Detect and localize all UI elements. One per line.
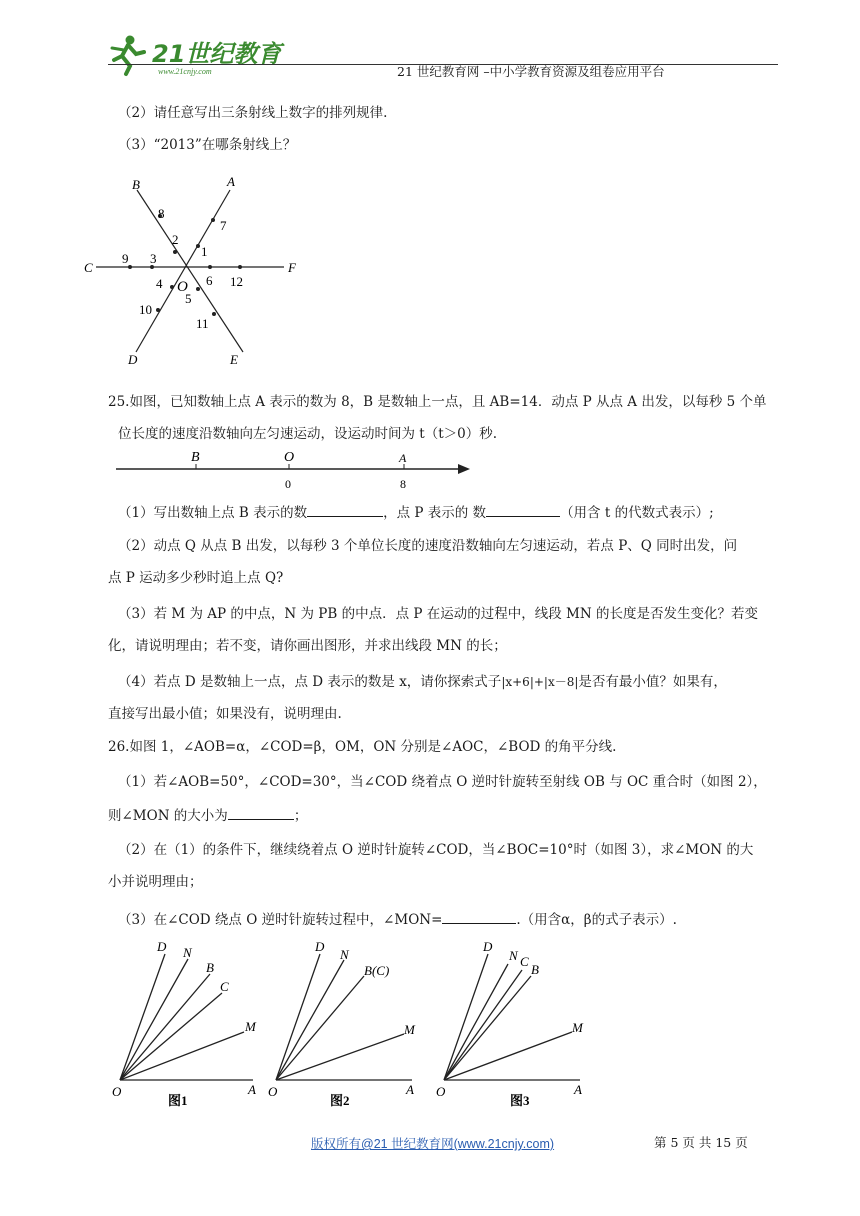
q25-part1	[118, 502, 714, 522]
footer-copyright-link[interactable]: 版权所有@21 世纪教育网(www.21cnjy.com)	[311, 1137, 555, 1151]
logo-url-text: www.21cnjy.com	[158, 67, 212, 76]
q24-rays-figure	[80, 172, 310, 372]
num-8: 8	[158, 206, 165, 221]
q25-part2-line1: （2）动点 Q 从点 B 出发，以每秒 3 个单位长度的速度沿数轴向左匀速运动，若点 P、Q 同时出发，问	[118, 538, 738, 554]
q25-part1-text-c: （用含 t 的代数式表示）;	[560, 505, 714, 521]
label-F: F	[288, 260, 296, 275]
fig3-caption: 图3	[510, 1093, 530, 1108]
ray-AD	[136, 190, 230, 352]
num-2: 2	[172, 232, 179, 247]
q25-part4-text-a: （4）若点 D 是数轴上一点，点 D 表示的数是 x，请你探索式子	[118, 674, 502, 690]
fig1-label-O: O	[112, 1084, 122, 1099]
q26-part1-line2	[108, 805, 307, 825]
q25-part4-line2: 直接写出最小值；如果没有，说明理由.	[108, 706, 342, 722]
answer-blank-B[interactable]	[307, 502, 383, 517]
num-12: 12	[230, 274, 243, 289]
label-A: A	[227, 174, 235, 189]
q25-part1-text-b: ，点 P 表示的 数	[383, 505, 487, 521]
arrow-right-icon	[458, 464, 470, 474]
fig2-label-D: D	[315, 939, 325, 954]
fig3-label-O: O	[436, 1084, 446, 1099]
q26-intro: 26.如图 1，∠AOB=α，∠COD=β，OM，ON 分别是∠AOC，∠BOD 的角平分线.	[108, 739, 617, 755]
site-logo	[108, 30, 288, 78]
num-11: 11	[196, 316, 209, 331]
fig2-label-M: M	[404, 1022, 415, 1037]
fig3-label-D: D	[483, 939, 493, 954]
fig1-label-M: M	[245, 1019, 256, 1034]
q24-part3: （3）“2013”在哪条射线上？	[118, 137, 297, 153]
answer-blank-MON-expr[interactable]	[442, 909, 516, 924]
q26-part1-line1: （1）若∠AOB=50°，∠COD=30°，当∠COD 绕着点 O 逆时针旋转至射线 OB 与 OC 重合时（如图 2），	[118, 774, 767, 790]
q25-number-line	[112, 448, 482, 494]
q25-part2-line2: 点 P 运动多少秒时追上点 Q?	[108, 570, 284, 586]
q26-figure-3	[432, 934, 597, 1114]
footer-page-number: 第 5 页 共 15 页	[654, 1135, 748, 1150]
fig2-label-BC: B(C)	[364, 963, 390, 978]
header-rule	[108, 64, 778, 65]
axis-point-O: O	[284, 450, 295, 465]
q25-intro-line2: 位长度的速度沿数轴向左匀速运动，设运动时间为 t（t＞0）秒.	[118, 426, 498, 442]
q26-figure-1	[108, 934, 268, 1114]
num-6: 6	[206, 273, 213, 288]
num-9: 9	[122, 251, 129, 266]
logo-main-text: 21世纪教育	[152, 40, 282, 68]
num-4: 4	[156, 276, 163, 291]
label-O: O	[177, 279, 188, 295]
num-10: 10	[139, 302, 152, 317]
q26-figure-2	[264, 934, 429, 1114]
num-5: 5	[185, 291, 192, 306]
label-D: D	[128, 352, 138, 367]
q24-part2: （2）请任意写出三条射线上数字的排列规律.	[118, 105, 388, 121]
q25-part3-line1: （3）若 M 为 AP 的中点，N 为 PB 的中点．点 P 在运动的过程中，线段 MN 的长度是否发生变化？若变	[118, 606, 758, 622]
site-title: 21 世纪教育网 –中小学教育资源及组卷应用平台	[397, 64, 665, 79]
q25-part1-text-a: （1）写出数轴上点 B 表示的数	[118, 505, 308, 521]
fig3-label-B: B	[531, 962, 539, 977]
answer-blank-MON[interactable]	[228, 805, 294, 820]
num-3: 3	[150, 251, 157, 266]
fig2-label-N: N	[340, 947, 349, 962]
label-E: E	[230, 352, 238, 367]
q25-part4-line1	[118, 673, 727, 691]
fig3-label-N: N	[509, 948, 518, 963]
fig1-label-A: A	[248, 1082, 256, 1097]
fig3-label-M: M	[572, 1020, 583, 1035]
q26-part3	[118, 909, 677, 929]
runner-icon	[112, 36, 144, 74]
fig1-label-B: B	[206, 960, 214, 975]
fig2-caption: 图2	[330, 1093, 350, 1108]
fig3-label-A: A	[574, 1082, 582, 1097]
q26-part1-text-a: 则∠MON 的大小为	[108, 808, 228, 824]
ray-BE	[137, 190, 243, 352]
q26-part2-line2: 小并说明理由；	[108, 874, 203, 890]
axis-point-B: B	[191, 450, 200, 465]
q25-part3-line2: 化，请说明理由；若不变，请你画出图形，并求出线段 MN 的长；	[108, 638, 507, 654]
axis-tick-0: 0	[285, 477, 291, 491]
q25-part4-expression: |x+6|+|x－8|	[501, 675, 579, 689]
label-C: C	[84, 260, 93, 275]
fig1-label-D: D	[157, 939, 167, 954]
num-1: 1	[201, 244, 208, 259]
q25-intro-line1: 25.如图，已知数轴上点 A 表示的数为 8，B 是数轴上一点，且 AB=14．动点 P 从点 A 出发，以每秒 5 个单	[108, 394, 767, 410]
q25-part4-text-b: 是否有最小值？如果有，	[578, 674, 727, 690]
q26-part1-text-b: ；	[293, 808, 308, 824]
answer-blank-P[interactable]	[486, 502, 560, 517]
num-7: 7	[220, 218, 227, 233]
q26-part3-text-b: .（用含α，β的式子表示）.	[516, 912, 677, 928]
fig1-label-N: N	[183, 945, 192, 960]
fig1-label-C: C	[220, 979, 229, 994]
label-B: B	[132, 177, 140, 192]
fig2-label-A: A	[406, 1082, 414, 1097]
fig3-label-C: C	[520, 954, 529, 969]
fig1-caption: 图1	[168, 1093, 188, 1108]
fig2-label-O: O	[268, 1084, 278, 1099]
q26-part2-line1: （2）在（1）的条件下，继续绕着点 O 逆时针旋转∠COD，当∠BOC=10°时（如图 3），求∠MON 的大	[118, 842, 754, 858]
axis-tick-8: 8	[400, 477, 406, 491]
q26-part3-text-a: （3）在∠COD 绕点 O 逆时针旋转过程中，∠MON=	[118, 912, 443, 928]
axis-point-A: A	[399, 451, 407, 465]
